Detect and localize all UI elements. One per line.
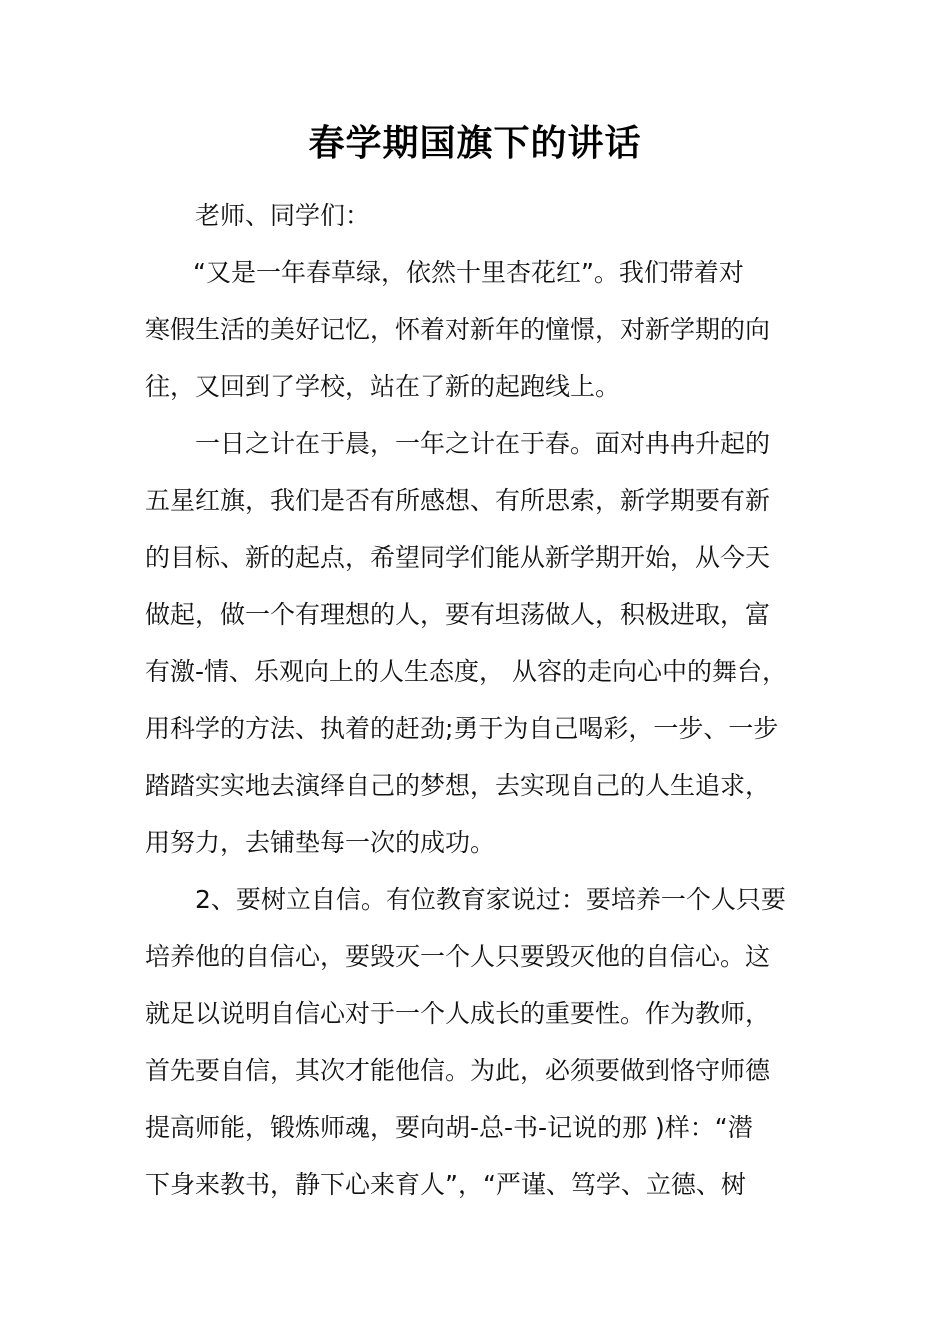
paragraph-line: 五星红旗，我们是否有所感想、有所思索，新学期要有新 xyxy=(145,486,771,515)
paragraph-line: “又是一年春草绿，依然十里杏花红”。我们带着对 xyxy=(193,258,744,287)
paragraph-line: 提高师能，锻炼师魂，要向胡-总-书-记说的那 )样：“潜 xyxy=(145,1113,753,1142)
paragraph-line: 一日之计在于晨，一年之计在于春。面对冉冉升起的 xyxy=(195,429,771,458)
paragraph-line: 踏踏实实地去演绎自己的梦想，去实现自己的人生追求， xyxy=(145,771,771,800)
paragraph-line: 用努力，去铺垫每一次的成功。 xyxy=(145,828,496,857)
paragraph-line: 寒假生活的美好记忆，怀着对新年的憧憬，对新学期的向 xyxy=(145,315,771,344)
paragraph-line: 下身来教书，静下心来育人”，“严谨、笃学、立德、树 xyxy=(145,1170,746,1199)
paragraph-line: 有激-情、乐观向上的人生态度， 从容的走向心中的舞台， xyxy=(145,657,787,686)
paragraph-line: 用科学的方法、执着的赶劲;勇于为自己喝彩，一步、一步 xyxy=(145,714,779,743)
paragraph-line: 就足以说明自信心对于一个人成长的重要性。作为教师， xyxy=(145,999,771,1028)
paragraph-line: 往，又回到了学校，站在了新的起跑线上。 xyxy=(145,372,621,401)
document-title: 春学期国旗下的讲话 xyxy=(308,122,642,164)
paragraph-line: 做起，做一个有理想的人，要有坦荡做人，积极进取，富 xyxy=(145,600,771,629)
paragraph-line: 2、要树立自信。有位教育家说过：要培养一个人只要 xyxy=(195,885,786,914)
paragraph-line: 的目标、新的起点，希望同学们能从新学期开始，从今天 xyxy=(145,543,771,572)
paragraph-line: 首先要自信，其次才能他信。为此，必须要做到恪守师德 xyxy=(145,1056,771,1085)
paragraph-line: 培养他的自信心，要毁灭一个人只要毁灭他的自信心。这 xyxy=(145,942,771,971)
paragraph-line: 老师、同学们： xyxy=(195,201,371,230)
